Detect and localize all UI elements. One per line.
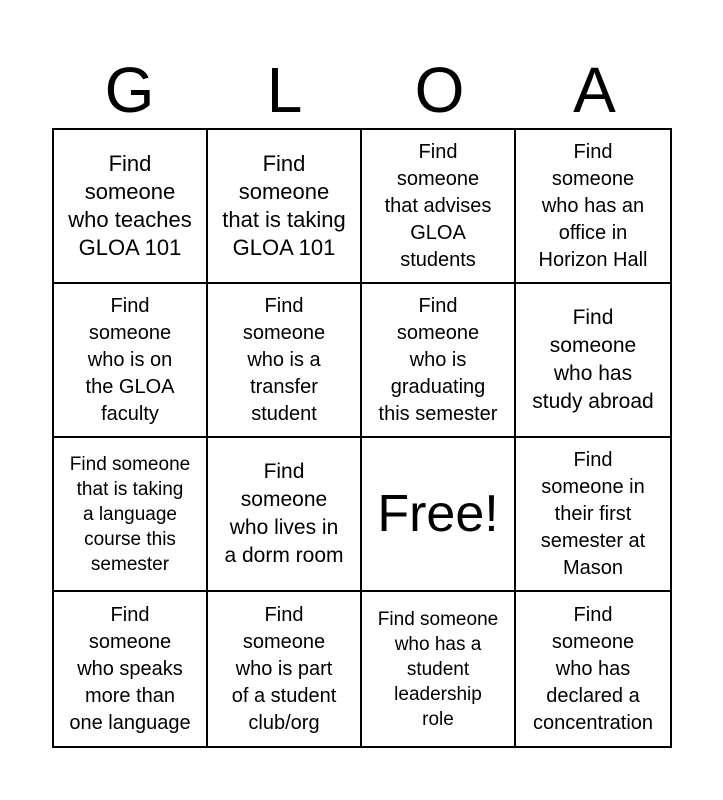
bingo-cell-text: Find someone who has declared a concentration [532, 603, 654, 734]
header-letter-g: G [104, 54, 155, 126]
bingo-cell-text: Find someone who has an office in Horizon Hall [538, 140, 648, 271]
bingo-cell-r1c3[interactable] [362, 130, 516, 284]
bingo-cell-r3c2[interactable] [208, 438, 362, 592]
bingo-cell-text: Find someone who has a student leadership role [377, 608, 499, 730]
bingo-cell-text: Find someone that is taking a language course this semester [69, 453, 191, 575]
bingo-cell-r4c4[interactable] [516, 592, 670, 746]
bingo-cell-text: Find someone who speaks more than one language [69, 603, 191, 734]
bingo-header [52, 50, 672, 130]
bingo-cell-text: Find someone in their first semester at Mason [540, 448, 646, 579]
bingo-cell-r2c1[interactable] [54, 284, 208, 438]
header-letter-a: A [573, 54, 616, 126]
header-letter-l: L [266, 54, 303, 126]
bingo-cell-r1c1[interactable] [54, 130, 208, 284]
bingo-card-grid [52, 128, 672, 748]
bingo-cell-r4c2[interactable] [208, 592, 362, 746]
bingo-cell-r3c1[interactable] [54, 438, 208, 592]
bingo-cell-r1c2[interactable] [208, 130, 362, 284]
bingo-cell-r2c2[interactable] [208, 284, 362, 438]
bingo-cell-r3c4[interactable] [516, 438, 670, 592]
bingo-cell-r1c4[interactable] [516, 130, 670, 284]
bingo-cell-text: Find someone that is taking GLOA 101 [222, 151, 346, 260]
bingo-cell-free[interactable] [362, 438, 516, 592]
header-letter-o: O [414, 54, 465, 126]
bingo-cell-text: Find someone who teaches GLOA 101 [68, 151, 192, 260]
bingo-cell-r4c3[interactable] [362, 592, 516, 746]
bingo-cell-text: Find someone that advises GLOA students [384, 140, 492, 271]
bingo-cell-text: Find someone who is part of a student club/org [231, 603, 337, 734]
bingo-cell-text: Find someone who is graduating this semester [378, 294, 498, 425]
bingo-cell-text: Find someone who is a transfer student [242, 294, 326, 425]
bingo-cell-text: Find someone who lives in a dorm room [224, 460, 344, 567]
bingo-cell-r2c4[interactable] [516, 284, 670, 438]
bingo-cell-r4c1[interactable] [54, 592, 208, 746]
free-space-label: Free! [377, 485, 499, 543]
bingo-cell-r2c3[interactable] [362, 284, 516, 438]
bingo-cell-text: Find someone who is on the GLOA faculty [85, 294, 175, 425]
bingo-cell-text: Find someone who has study abroad [532, 306, 654, 413]
